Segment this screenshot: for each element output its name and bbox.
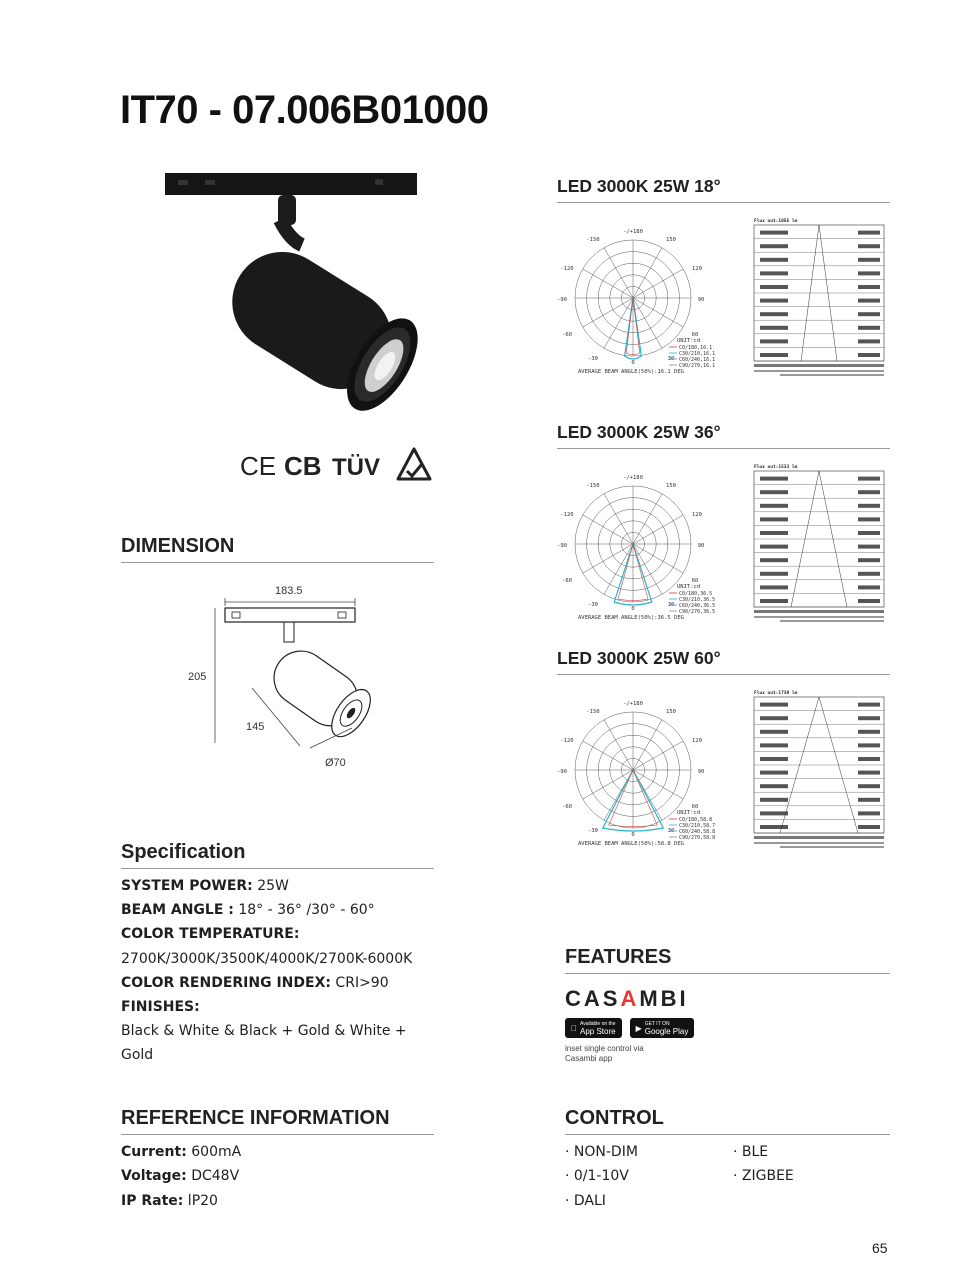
certification-marks <box>240 445 440 485</box>
spec-finishes-label: FINISHES: <box>121 999 200 1016</box>
polar-axis-label: -120 <box>560 266 574 272</box>
ce-mark: CE <box>240 451 277 481</box>
dimension-drawing <box>180 578 420 778</box>
product-image <box>160 170 450 430</box>
polar-axis-label: 150 <box>666 483 676 489</box>
ref-current: Current: 600mA <box>121 1144 242 1160</box>
polar-axis-label: 90 <box>697 543 705 549</box>
polar-unit-label: UNIT:cd <box>677 810 701 816</box>
illuminance-chart <box>740 688 890 856</box>
polar-axis-label: 0 <box>631 360 635 366</box>
control-list-right <box>733 1140 794 1189</box>
polar-legend-item: C90/270,58.8 <box>679 835 716 841</box>
polar-axis-label: 60 <box>691 332 699 338</box>
polar-axis-label: 120 <box>692 512 702 518</box>
polar-axis-label: 0 <box>631 606 635 612</box>
rcm-icon <box>398 449 430 479</box>
polar-unit-label: UNIT:cd <box>677 584 701 590</box>
features-heading: FEATURES <box>565 946 890 974</box>
control-item: · ZIGBEE <box>733 1168 794 1185</box>
polar-legend-item: C0/180,16.1 <box>679 345 713 351</box>
polar-axis-label: 120 <box>692 266 702 272</box>
polar-axis-label: -150 <box>586 709 600 715</box>
polar-axis-label: -30 <box>588 602 598 608</box>
polar-axis-label: 0 <box>631 832 635 838</box>
polar-legend-item: C0/180,36.5 <box>679 591 713 597</box>
flux-label: Flux out:1730 lm <box>754 691 798 696</box>
polar-axis-label: 150 <box>666 709 676 715</box>
polar-axis-label: 90 <box>697 297 705 303</box>
length-dimension: 145 <box>246 721 265 733</box>
polar-legend-item: C30/210,36.5 <box>679 597 716 603</box>
polar-legend-item: C60/240,58.8 <box>679 829 716 835</box>
spec-cri: COLOR RENDERING INDEX: CRI>90 <box>121 974 389 991</box>
casambi-block <box>565 986 715 1064</box>
polar-axis-label: 30 <box>667 602 675 608</box>
ref-ip-rate: IP Rate: lP20 <box>121 1192 218 1209</box>
apple-icon <box>571 1024 577 1033</box>
product-title: IT70 - 07.006B01000 <box>120 88 489 132</box>
light-distribution-title: LED 3000K 25W 18° <box>557 176 890 203</box>
polar-axis-label: -150 <box>586 237 600 243</box>
polar-curve-chart <box>557 692 737 852</box>
polar-axis-label: -120 <box>560 738 574 744</box>
reference-list <box>121 1140 241 1213</box>
polar-legend-item: C90/270,16.1 <box>679 363 716 369</box>
illuminance-chart <box>740 216 890 384</box>
polar-axis-label: -120 <box>560 512 574 518</box>
illuminance-chart <box>740 462 890 630</box>
light-distribution-title: LED 3000K 25W 36° <box>557 422 890 449</box>
diameter-dimension: Ø70 <box>325 757 346 769</box>
light-distribution-title: LED 3000K 25W 60° <box>557 648 890 675</box>
polar-axis-label: -/+180 <box>623 701 643 707</box>
polar-axis-label: -30 <box>588 828 598 834</box>
tuv-mark: TÜV <box>332 454 380 481</box>
casambi-note: inset single control via Casambi app <box>565 1044 644 1063</box>
polar-axis-label: -60 <box>562 332 572 338</box>
polar-legend-item: C60/240,16.1 <box>679 357 716 363</box>
beam-angle-note: AVERAGE BEAM ANGLE(50%):16.1 DEG <box>578 369 684 375</box>
beam-angle-note: AVERAGE BEAM ANGLE(50%):36.5 DEG <box>578 615 684 621</box>
polar-axis-label: 30 <box>667 356 675 362</box>
specification-heading: Specification <box>121 841 434 869</box>
google-play-badge[interactable]: ▶ GET IT ON Google Play <box>630 1018 695 1038</box>
control-item: · DALI <box>565 1192 606 1209</box>
dimension-heading: DIMENSION <box>121 535 434 563</box>
light-distribution-block <box>557 176 890 391</box>
polar-axis-label: 120 <box>692 738 702 744</box>
polar-curve-chart <box>557 220 737 380</box>
polar-curve-chart <box>557 466 737 626</box>
app-store-badge[interactable]: Available on the App Store <box>565 1018 622 1038</box>
polar-axis-label: -90 <box>557 297 567 303</box>
polar-axis-label: 30 <box>667 828 675 834</box>
polar-axis-label: -90 <box>557 769 567 775</box>
casambi-logo: CASAMBI <box>565 986 689 1011</box>
polar-axis-label: -60 <box>562 804 572 810</box>
spec-color-temperature-label: COLOR TEMPERATURE: <box>121 926 300 943</box>
ref-voltage: Voltage: DC48V <box>121 1168 240 1185</box>
control-item: · BLE <box>733 1144 769 1160</box>
height-dimension: 205 <box>188 671 207 683</box>
width-dimension: 183.5 <box>275 585 303 597</box>
polar-legend-item: C30/210,58.7 <box>679 823 716 829</box>
polar-axis-label: -150 <box>586 483 600 489</box>
light-distribution-block <box>557 422 890 637</box>
flux-label: Flux out:1055 lm <box>754 219 798 224</box>
specification-list <box>121 874 441 1068</box>
control-item: · 0/1-10V <box>565 1168 629 1185</box>
polar-axis-label: -30 <box>588 356 598 362</box>
control-item: · NON-DIM <box>565 1144 638 1160</box>
spec-beam-angle: BEAM ANGLE : 18° - 36° /30° - 60° <box>121 902 375 919</box>
polar-axis-label: -/+180 <box>623 229 643 235</box>
page-number: 65 <box>872 1240 888 1256</box>
play-icon: ▶ <box>629 1023 636 1033</box>
polar-unit-label: UNIT:cd <box>677 338 701 344</box>
polar-axis-label: 150 <box>666 237 676 243</box>
control-list-left <box>565 1140 638 1213</box>
polar-axis-label: -/+180 <box>623 475 643 481</box>
light-distribution-block <box>557 648 890 863</box>
polar-axis-label: 90 <box>697 769 705 775</box>
control-heading: CONTROL <box>565 1107 890 1135</box>
reference-heading: REFERENCE INFORMATION <box>121 1107 434 1135</box>
spec-finishes-value: Black & White & Black + Gold & White + Gold <box>121 1023 407 1064</box>
polar-axis-label: 60 <box>691 804 699 810</box>
polar-legend-item: C90/270,36.5 <box>679 609 716 615</box>
spec-color-temperature-value: 2700K/3000K/3500K/4000K/2700K-6000K <box>121 950 413 967</box>
beam-angle-note: AVERAGE BEAM ANGLE(50%):58.8 DEG <box>578 841 684 847</box>
flux-label: Flux out:1533 lm <box>754 465 798 470</box>
polar-axis-label: -90 <box>557 543 567 549</box>
polar-axis-label: -60 <box>562 578 572 584</box>
polar-axis-label: 60 <box>691 578 699 584</box>
polar-legend-item: C30/210,16.1 <box>679 351 716 357</box>
polar-legend-item: C0/180,58.8 <box>679 817 713 823</box>
spec-system-power: SYSTEM POWER: 25W <box>121 878 289 894</box>
cb-mark: CB <box>284 451 322 481</box>
polar-legend-item: C60/240,36.5 <box>679 603 716 609</box>
